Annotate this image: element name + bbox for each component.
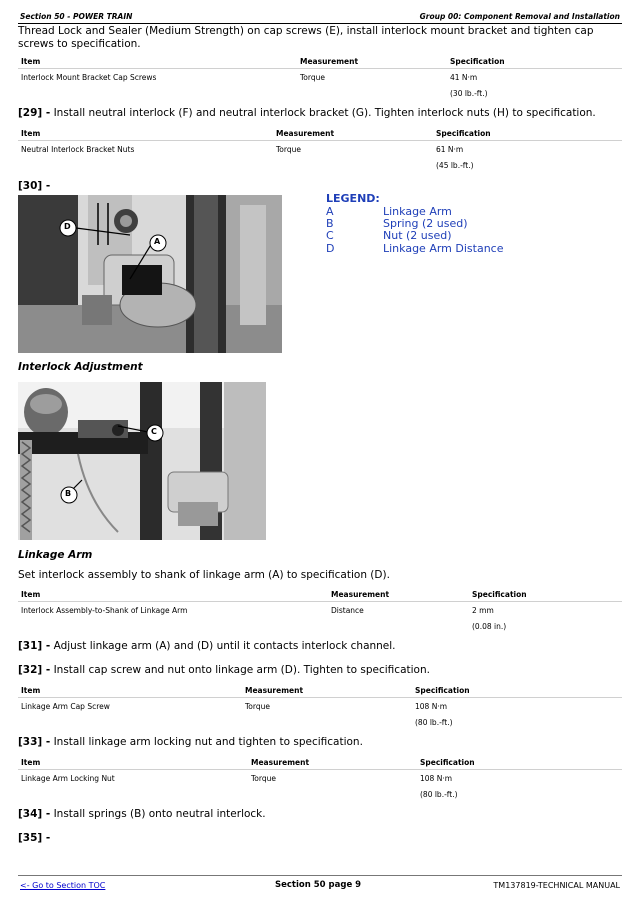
step-33 (18, 736, 622, 749)
legend-label-c: Nut (2 used) (383, 229, 452, 242)
step-35-number: [35] - (18, 832, 51, 844)
spec4-specification-header: Specification (415, 686, 470, 695)
spec5-item: Linkage Arm Locking Nut (21, 774, 115, 783)
linkage-arm-photo (18, 382, 266, 540)
page-number: Section 50 page 9 (275, 880, 362, 890)
spec3-value-alt: (0.08 in.) (472, 622, 507, 631)
step-31 (18, 640, 622, 653)
spec1-value-alt: (30 lb.-ft.) (450, 89, 488, 98)
group-title: Group 00: Component Removal and Installation (419, 12, 620, 21)
figure-2-caption: Linkage Arm (18, 549, 93, 561)
step-text: Install neutral interlock (F) and neutral interlock bracket (G). Tighten interlock nuts (H) to specification. (50, 107, 596, 119)
table-divider (18, 140, 622, 141)
legend-title: LEGEND: (326, 192, 380, 205)
spec4-measurement: Torque (245, 702, 270, 711)
step-29 (18, 107, 622, 120)
step-34 (18, 808, 622, 821)
callout-b: B (65, 489, 72, 498)
spec1-item: Interlock Mount Bracket Cap Screws (21, 73, 157, 82)
legend-key-d: D (326, 242, 335, 255)
spec2-measurement: Torque (276, 145, 301, 154)
spec4-value-alt: (80 lb.-ft.) (415, 718, 453, 727)
table-divider (18, 697, 622, 698)
spec1-value: 41 N·m (450, 73, 478, 82)
spec5-value: 108 N·m (420, 774, 452, 783)
table-divider (18, 68, 622, 69)
spec2-item-header: Item (21, 129, 41, 138)
spec1-measurement-header: Measurement (300, 57, 359, 66)
spec2-measurement-header: Measurement (276, 129, 335, 138)
legend-label-b: Spring (2 used) (383, 217, 468, 230)
spec3-value: 2 mm (472, 606, 494, 615)
spec5-specification-header: Specification (420, 758, 475, 767)
spec4-measurement-header: Measurement (245, 686, 304, 695)
step-number: [32] - (18, 664, 51, 676)
spec4-item-header: Item (21, 686, 41, 695)
interlock-adjustment-photo (18, 195, 282, 353)
go-to-section-toc-link[interactable]: <- Go to Section TOC (20, 881, 106, 890)
step-number: [31] - (18, 640, 51, 652)
spec1-measurement: Torque (300, 73, 325, 82)
spec2-value: 61 N·m (436, 145, 464, 154)
table-divider (18, 601, 622, 602)
callout-d: D (64, 222, 71, 231)
legend-label-a: Linkage Arm (383, 205, 452, 218)
step-text: Install linkage arm locking nut and tighten to specification. (50, 736, 363, 748)
legend-key-c: C (326, 229, 334, 242)
legend-key-b: B (326, 217, 334, 230)
step-text: Install cap screw and nut onto linkage arm (D). Tighten to specification. (50, 664, 430, 676)
spec3-measurement-header: Measurement (331, 590, 390, 599)
legend-label-d: Linkage Arm Distance (383, 242, 504, 255)
spec4-value: 108 N·m (415, 702, 447, 711)
step-number: [33] - (18, 736, 51, 748)
spec5-measurement-header: Measurement (251, 758, 310, 767)
spec5-value-alt: (80 lb.-ft.) (420, 790, 458, 799)
section-title: Section 50 - POWER TRAIN (20, 12, 133, 21)
spec1-specification-header: Specification (450, 57, 505, 66)
spec3-specification-header: Specification (472, 590, 527, 599)
step-number: [34] - (18, 808, 51, 820)
callout-c: C (151, 427, 157, 436)
spec4-item: Linkage Arm Cap Screw (21, 702, 110, 711)
callout-a: A (154, 237, 161, 246)
step-text: Install springs (B) onto neutral interlock. (50, 808, 266, 820)
step-32 (18, 664, 622, 677)
intro-paragraph: Thread Lock and Sealer (Medium Strength) on cap screws (E), install interlock mount bracket and tighten cap screws to specification. (18, 25, 594, 50)
table-divider (18, 769, 622, 770)
spec2-value-alt: (45 lb.-ft.) (436, 161, 474, 170)
manual-id: TM137819-TECHNICAL MANUAL (493, 881, 620, 890)
spec5-measurement: Torque (251, 774, 276, 783)
spec2-specification-header: Specification (436, 129, 491, 138)
spec3-item-header: Item (21, 590, 41, 599)
step-number: [29] - (18, 107, 51, 119)
spec2-item: Neutral Interlock Bracket Nuts (21, 145, 135, 154)
spec5-item-header: Item (21, 758, 41, 767)
legend-key-a: A (326, 205, 334, 218)
step-text: Adjust linkage arm (A) and (D) until it contacts interlock channel. (50, 640, 396, 652)
figure-1-caption: Interlock Adjustment (18, 361, 143, 373)
spec1-item-header: Item (21, 57, 41, 66)
header-divider (18, 23, 622, 24)
set-interlock-paragraph: Set interlock assembly to shank of linkage arm (A) to specification (D). (18, 569, 390, 581)
footer-divider (18, 875, 622, 876)
spec3-item: Interlock Assembly-to-Shank of Linkage Arm (21, 606, 188, 615)
step-30-number: [30] - (18, 180, 51, 192)
spec3-measurement: Distance (331, 606, 364, 615)
